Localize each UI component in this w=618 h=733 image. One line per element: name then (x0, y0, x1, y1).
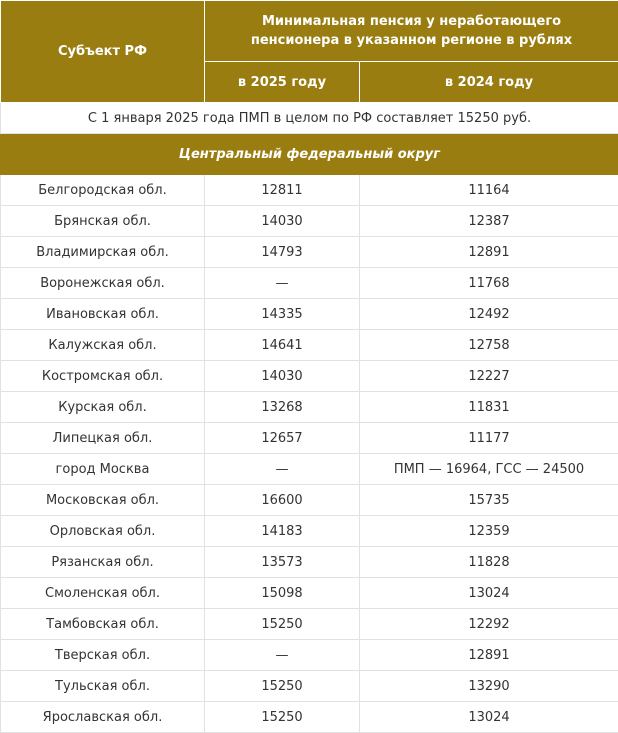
value-2024-cell: 11164 (360, 175, 618, 206)
region-cell: Тульская обл. (1, 671, 205, 702)
region-cell: Тверская обл. (1, 640, 205, 671)
region-cell: Воронежская обл. (1, 268, 205, 299)
value-2024-cell: 12227 (360, 361, 618, 392)
year-2025-header: в 2025 году (205, 62, 360, 103)
table-row (1, 516, 618, 547)
value-2025-cell: 14335 (205, 299, 360, 330)
value-2024-cell: 13290 (360, 671, 618, 702)
table-row (1, 361, 618, 392)
region-cell: Липецкая обл. (1, 423, 205, 454)
table-row (1, 392, 618, 423)
table-row (1, 702, 618, 733)
region-cell: Курская обл. (1, 392, 205, 423)
value-2024-cell: 12758 (360, 330, 618, 361)
value-2025-cell: 14641 (205, 330, 360, 361)
value-2024-cell: 13024 (360, 702, 618, 733)
table-row (1, 175, 618, 206)
region-cell: Белгородская обл. (1, 175, 205, 206)
table-row (1, 237, 618, 268)
value-2025-cell: 14793 (205, 237, 360, 268)
region-cell: Брянская обл. (1, 206, 205, 237)
value-2024-cell: 12359 (360, 516, 618, 547)
value-2025-cell: 13573 (205, 547, 360, 578)
region-cell: Орловская обл. (1, 516, 205, 547)
region-cell: Ивановская обл. (1, 299, 205, 330)
value-2024-cell: 12891 (360, 640, 618, 671)
value-2024-cell: 13024 (360, 578, 618, 609)
region-cell: Рязанская обл. (1, 547, 205, 578)
table-row (1, 423, 618, 454)
region-cell: Калужская обл. (1, 330, 205, 361)
subject-header: Субъект РФ (1, 1, 205, 103)
table-row (1, 609, 618, 640)
value-2025-cell: 14183 (205, 516, 360, 547)
value-2025-cell: 14030 (205, 361, 360, 392)
table-row (1, 299, 618, 330)
value-2025-cell: — (205, 640, 360, 671)
region-cell: Ярославская обл. (1, 702, 205, 733)
note-row (1, 103, 618, 134)
value-2024-cell: 12387 (360, 206, 618, 237)
value-2025-cell: 14030 (205, 206, 360, 237)
year-2024-header: в 2024 году (360, 62, 618, 103)
table-row (1, 206, 618, 237)
value-2025-cell: 12657 (205, 423, 360, 454)
value-2024-cell: 12492 (360, 299, 618, 330)
value-2024-cell: 11768 (360, 268, 618, 299)
table-row (1, 454, 618, 485)
region-cell: Тамбовская обл. (1, 609, 205, 640)
table-row (1, 671, 618, 702)
value-2025-cell: 15250 (205, 609, 360, 640)
table-row (1, 268, 618, 299)
region-cell: Московская обл. (1, 485, 205, 516)
value-2025-cell: 15098 (205, 578, 360, 609)
note-text: С 1 января 2025 года ПМП в целом по РФ составляет 15250 руб. (1, 103, 618, 134)
value-2024-cell: 11177 (360, 423, 618, 454)
value-2024-cell: 11828 (360, 547, 618, 578)
table-row (1, 485, 618, 516)
value-2024-cell: ПМП — 16964, ГСС — 24500 (360, 454, 618, 485)
value-2025-cell: 15250 (205, 671, 360, 702)
district-row (1, 134, 618, 175)
value-2024-cell: 15735 (360, 485, 618, 516)
table-row (1, 578, 618, 609)
table-row (1, 640, 618, 671)
value-2025-cell: — (205, 268, 360, 299)
value-2025-cell: 16600 (205, 485, 360, 516)
district-title: Центральный федеральный округ (1, 134, 618, 175)
value-2025-cell: 12811 (205, 175, 360, 206)
table-row (1, 547, 618, 578)
value-2024-cell: 12891 (360, 237, 618, 268)
main-header-line2: пенсионера в указанном регионе в рублях (250, 33, 573, 48)
value-2024-cell: 12292 (360, 609, 618, 640)
main-header (205, 1, 618, 62)
main-header-line1: Минимальная пенсия у неработающего (261, 14, 562, 29)
table-row (1, 330, 618, 361)
region-cell: Смоленская обл. (1, 578, 205, 609)
value-2025-cell: 15250 (205, 702, 360, 733)
value-2025-cell: 13268 (205, 392, 360, 423)
value-2025-cell: — (205, 454, 360, 485)
region-cell: Владимирская обл. (1, 237, 205, 268)
header-row (1, 1, 618, 62)
region-cell: Костромская обл. (1, 361, 205, 392)
value-2024-cell: 11831 (360, 392, 618, 423)
region-cell: город Москва (1, 454, 205, 485)
